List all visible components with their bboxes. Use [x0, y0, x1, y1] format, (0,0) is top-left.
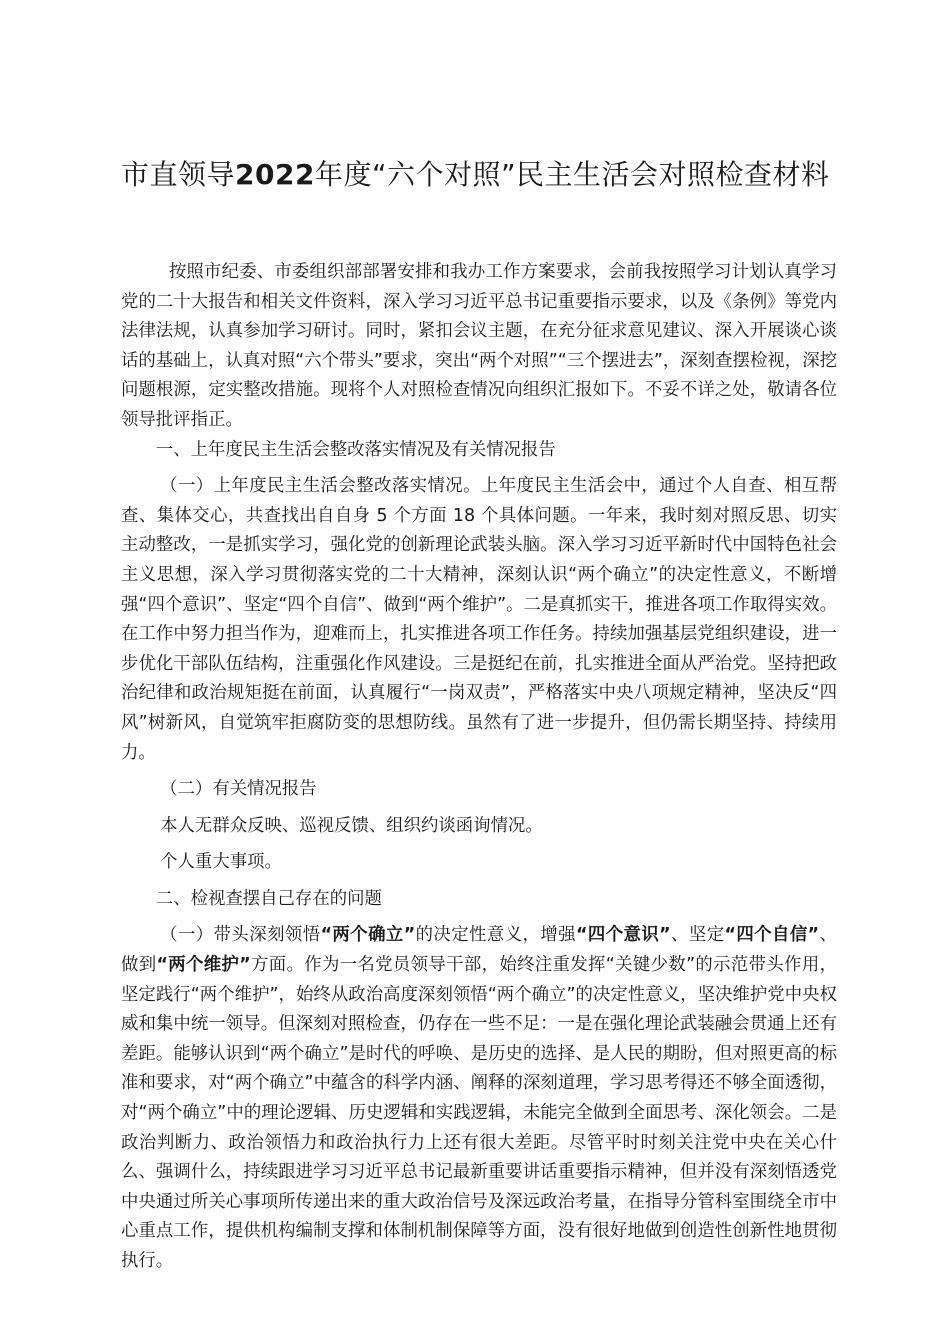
s2-1-d: “四个意识” [576, 925, 671, 946]
report-line-2: 个人重大事项。 [160, 852, 282, 873]
document-title [121, 148, 841, 202]
s2-1-g: 、做到 [121, 925, 837, 976]
title-year: 2022 [235, 158, 315, 191]
s2-1-b: “两个确立” [320, 925, 416, 946]
section-2-1-paragraph [121, 921, 837, 1276]
section-1-1-paragraph: （一）上年度民主生活会整改落实情况。上年度民主生活会中，通过个人自查、相互帮查、集体交心，共查找出自自身 5 个方面 18 个具体问题。一年来，我时刻对照反思、切实主动整改，一是抓实学习，强化党的创新理论武装头脑。深入学习习近平新时代中国特色社会主义思想，深入学习贯彻落实党的二十大精神，深刻认识“两个确立”的决定性意义，不断增强“四个意识”、坚定“四个自信”、做到“两个维护”。二是真抓实干，推进各项工作取得实效。在工作中努力担当作为，迎难而上，扎实推进各项工作任务。持续加强基层党组织建设，进一步优化干部队伍结构，注重强化作风建设。三是挺纪在前，扎实推进全面从严治党。坚持把政治纪律和政治规矩挺在前面，认真履行“一岗双责”，严格落实中央八项规定精神，坚决反“四风”树新风，自觉筑牢拒腐防变的思想防线。虽然有了进一步提升，但仍需长期坚持、持续用力。 [121, 476, 837, 763]
intro-paragraph: 按照市纪委、市委组织部部署安排和我办工作方案要求，会前我按照学习计划认真学习党的二十大报告和相关文件资料，深入学习习近平总书记重要指示要求，以及《条例》等党内法律法规，认真参加学习研讨。同时，紧扣会议主题，在充分征求意见建议、深入开展谈心谈话的基础上，认真对照“六个带头”要求，突出“两个对照”“三个摆进去”，深刻查摆检视，深挖问题根源，定实整改措施。现将个人对照检查情况向组织汇报如下。不妥不详之处，敬请各位领导批评指正。 [121, 262, 837, 430]
report-line-1: 本人无群众反映、巡视反馈、组织约谈函询情况。 [160, 815, 543, 836]
s2-1-h: “两个维护” [156, 955, 251, 976]
section-1-2-heading: （二）有关情况报告 [160, 779, 317, 800]
section-1-heading: 一、上年度民主生活会整改落实情况及有关情况报告 [155, 439, 556, 460]
s2-1-e: 、坚定 [670, 925, 725, 946]
s2-1-i: 方面。作为一名党员领导干部，始终注重发挥“关键少数”的示范带头作用，坚定践行“两个维护”，始终从政治高度深刻领悟“两个确立”的决定性意义，坚决维护党中央权威和集中统一领导。但深刻对照检查，仍存在一些不足：一是在强化理论武装融会贯通上还有差距。能够认识到“两个确立”是时代的呼唤、是历史的选择、是人民的期盼，但对照更高的标准和要求，对“两个确立”中蕴含的科学内涵、阐释的深刻道理，学习思考得还不够全面透彻，对“两个确立”中的理论逻辑、历史逻辑和实践逻辑，未能完全做到全面思考、深化领会。二是政治判断力、政治领悟力和政治执行力上还有很大差距。尽管平时时刻关注党中央在关心什么、强调什么，持续跟进学习习近平总书记最新重要讲话重要指示精神，但并没有深刻悟透党中央通过所关心事项所传递出来的重大政治信号及深远政治考量，在指导分管科室围绕全市中心重点工作，提供机构编制支撑和体制机制保障等方面，没有很好地做到创造性创新性地贯彻执行。 [121, 955, 837, 1271]
document-body [121, 258, 837, 1277]
section-2-heading: 二、检视查摆自己存在的问题 [155, 888, 382, 909]
s2-1-a: （一）带头深刻领悟 [160, 925, 321, 946]
s2-1-c: 的决定性意义，增强 [415, 925, 577, 946]
title-part1: 市直领导 [121, 158, 236, 191]
s2-1-f: “四个自信” [724, 925, 820, 946]
title-part2: 年度“六个对照”民主生活会对照检查材料 [314, 158, 830, 191]
